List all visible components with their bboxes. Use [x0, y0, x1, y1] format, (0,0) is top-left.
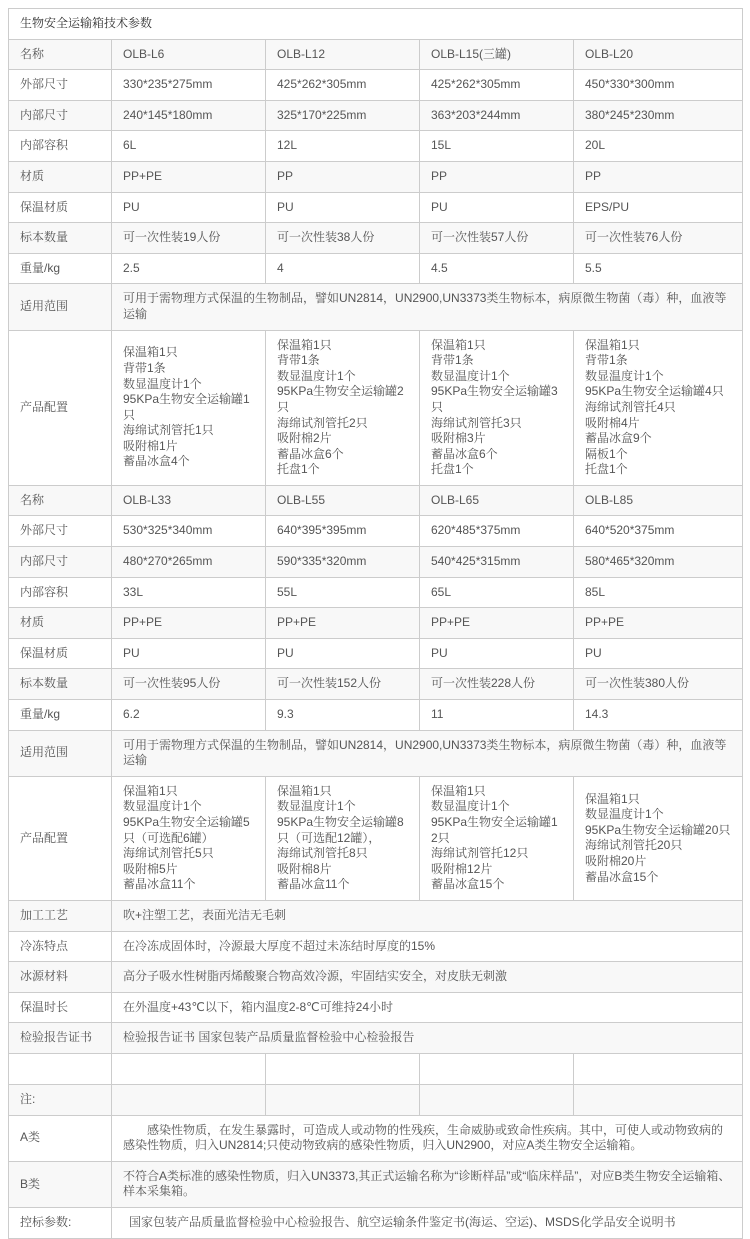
cell-value: 9.3: [266, 700, 420, 731]
page-title: 生物安全运输箱技术参数: [9, 9, 743, 40]
cell-value: OLB-L85: [574, 485, 743, 516]
cell-value: 425*262*305mm: [266, 70, 420, 101]
config-line: 95KPa生物安全运输罐4只: [585, 384, 724, 399]
config-line: 保温箱1只: [123, 345, 178, 360]
cell-value: PP+PE: [420, 608, 574, 639]
config-line: 背带1条: [123, 360, 166, 375]
cell-value: 14.3: [574, 700, 743, 731]
empty-cell: [574, 1053, 743, 1084]
cell-value: OLB-L6: [112, 39, 266, 70]
config-line: 吸附棉4片: [585, 415, 640, 430]
empty-cell: [420, 1053, 574, 1084]
table-row: [9, 330, 743, 485]
table-row: [9, 900, 743, 931]
row-label: B类: [9, 1161, 112, 1207]
row-label: 注:: [9, 1084, 112, 1115]
table-row: [9, 516, 743, 547]
table-row: [9, 253, 743, 284]
row-label: 检验报告证书: [9, 1023, 112, 1054]
cell-value: 12L: [266, 131, 420, 162]
cell-value: OLB-L33: [112, 485, 266, 516]
row-label: 外部尺寸: [9, 70, 112, 101]
table-row: [9, 962, 743, 993]
config-line: 数显温度计1个: [585, 807, 664, 822]
row-label: 标本数量: [9, 223, 112, 254]
table-row: [9, 638, 743, 669]
config-line: 海绵试剂管托1只: [123, 423, 214, 438]
cell-value: PU: [420, 638, 574, 669]
table-row: [9, 70, 743, 101]
cell-value: 可用于需物理方式保温的生物制品，譬如UN2814，UN2900,UN3373类生物标本，病原微生物菌（毒）种，血液等运输: [112, 284, 743, 330]
cell-value: 可一次性装19人份: [112, 223, 266, 254]
row-label: 内部容积: [9, 577, 112, 608]
cell-value: 85L: [574, 577, 743, 608]
cell-value: 590*335*320mm: [266, 547, 420, 578]
row-label: 外部尺寸: [9, 516, 112, 547]
cell-value: 640*395*395mm: [266, 516, 420, 547]
config-line: 95KPa生物安全运输罐12只: [431, 815, 558, 845]
table-row: [9, 131, 743, 162]
cell-value: [574, 1084, 743, 1115]
config-line: 蓄晶冰盒15个: [585, 869, 659, 884]
table-row: [9, 1084, 743, 1115]
config-line: 保温箱1只: [431, 337, 486, 352]
config-line: 保温箱1只: [277, 337, 332, 352]
cell-value: 感染性物质，在发生暴露时，可造成人或动物的性残疾，生命威胁或致命性疾病。其中，可使人或动物致病的感染性物质，归入UN2814;只使动物致病的感染性物质，归入UN2900，对应A类生物安全运输箱。: [112, 1115, 743, 1161]
config-line: 吸附棉8片: [277, 861, 332, 876]
config-line: 海绵试剂管托20只: [585, 838, 683, 853]
config-line: 蓄晶冰盒6个: [277, 446, 344, 461]
cell-value: PU: [112, 638, 266, 669]
config-line: 背带1条: [585, 353, 628, 368]
row-label: 冷冻特点: [9, 931, 112, 962]
config-line: 蓄晶冰盒15个: [431, 877, 505, 892]
cell-value: 不符合A类标准的感染性物质，归入UN3373,其正式运输名称为“诊断样品”或“临床样品”，对应B类生物安全运输箱、样本采集箱。: [112, 1161, 743, 1207]
config-line: 托盘1个: [585, 462, 628, 477]
cell-value: PP: [420, 161, 574, 192]
cell-value: OLB-L55: [266, 485, 420, 516]
table-row: [9, 547, 743, 578]
cell-value: 380*245*230mm: [574, 100, 743, 131]
config-line: 隔板1个: [585, 446, 628, 461]
cell-value: 4: [266, 253, 420, 284]
table-row: [9, 1161, 743, 1207]
table-row: [9, 700, 743, 731]
row-label: 重量/kg: [9, 700, 112, 731]
config-line: 95KPa生物安全运输罐20只: [585, 822, 731, 837]
cell-value: 可一次性装152人份: [266, 669, 420, 700]
config-line: 蓄晶冰盒4个: [123, 454, 190, 469]
cell-value: 可一次性装76人份: [574, 223, 743, 254]
config-line: 吸附棉12片: [431, 861, 493, 876]
cell-value: PU: [266, 638, 420, 669]
row-label: 产品配置: [9, 776, 112, 900]
table-row: [9, 776, 743, 900]
cell-value: OLB-L12: [266, 39, 420, 70]
cell-value: 480*270*265mm: [112, 547, 266, 578]
config-line: 保温箱1只: [431, 783, 486, 798]
spec-table: [8, 8, 743, 1239]
row-label: 名称: [9, 485, 112, 516]
product-config-cell: [112, 776, 266, 900]
config-line: 数显温度计1个: [431, 368, 510, 383]
row-label: 适用范围: [9, 730, 112, 776]
cell-value: 可一次性装95人份: [112, 669, 266, 700]
table-row: [9, 161, 743, 192]
table-row: [9, 100, 743, 131]
cell-value: PP+PE: [574, 608, 743, 639]
product-config-cell: [420, 776, 574, 900]
config-line: 95KPa生物安全运输罐2只: [277, 384, 404, 414]
row-label: 内部容积: [9, 131, 112, 162]
config-line: 海绵试剂管托2只: [277, 415, 368, 430]
cell-value: PP+PE: [112, 161, 266, 192]
cell-value: 240*145*180mm: [112, 100, 266, 131]
cell-value: 65L: [420, 577, 574, 608]
table-row: [9, 608, 743, 639]
row-label: 适用范围: [9, 284, 112, 330]
table-row: [9, 192, 743, 223]
cell-value: PP+PE: [266, 608, 420, 639]
table-row: [9, 1115, 743, 1161]
config-line: 保温箱1只: [277, 783, 332, 798]
cell-value: 450*330*300mm: [574, 70, 743, 101]
cell-value: 可一次性装228人份: [420, 669, 574, 700]
cell-value: 325*170*225mm: [266, 100, 420, 131]
table-row: [9, 1023, 743, 1054]
cell-value: [112, 1084, 266, 1115]
cell-value: 530*325*340mm: [112, 516, 266, 547]
config-line: 数显温度计1个: [277, 368, 356, 383]
table-row: [9, 223, 743, 254]
spec-table-body: [9, 9, 743, 1239]
config-line: 95KPa生物安全运输罐5只（可选配6罐）: [123, 815, 250, 845]
cell-value: 33L: [112, 577, 266, 608]
config-line: 保温箱1只: [123, 783, 178, 798]
empty-cell: [266, 1053, 420, 1084]
config-line: 数显温度计1个: [123, 376, 202, 391]
row-label: 内部尺寸: [9, 100, 112, 131]
table-row: [9, 931, 743, 962]
product-config-cell: [574, 330, 743, 485]
product-config-cell: [112, 330, 266, 485]
row-label: 产品配置: [9, 330, 112, 485]
cell-value: 363*203*244mm: [420, 100, 574, 131]
table-row: [9, 577, 743, 608]
row-label: 重量/kg: [9, 253, 112, 284]
row-label: 材质: [9, 608, 112, 639]
config-line: 托盘1个: [431, 462, 474, 477]
cell-value: 15L: [420, 131, 574, 162]
config-line: 95KPa生物安全运输罐3只: [431, 384, 558, 414]
config-line: 吸附棉2片: [277, 431, 332, 446]
table-row: [9, 1207, 743, 1238]
row-label: 加工工艺: [9, 900, 112, 931]
cell-value: 国家包装产品质量监督检验中心检验报告、航空运输条件鉴定书(海运、空运)、MSDS化学品安全说明书: [112, 1207, 743, 1238]
config-line: 95KPa生物安全运输罐8只（可选配12罐），: [277, 815, 404, 845]
row-label: 冰源材料: [9, 962, 112, 993]
row-label: A类: [9, 1115, 112, 1161]
config-line: 海绵试剂管托8只: [277, 846, 368, 861]
cell-value: OLB-L20: [574, 39, 743, 70]
cell-value: [420, 1084, 574, 1115]
cell-value: 20L: [574, 131, 743, 162]
table-row: [9, 284, 743, 330]
cell-value: PU: [420, 192, 574, 223]
config-line: 蓄晶冰盒11个: [123, 877, 196, 892]
cell-value: [266, 1084, 420, 1115]
cell-value: 640*520*375mm: [574, 516, 743, 547]
config-line: 托盘1个: [277, 462, 320, 477]
config-line: 数显温度计1个: [585, 368, 664, 383]
config-line: 数显温度计1个: [123, 799, 202, 814]
table-row: [9, 730, 743, 776]
cell-value: 在外温度+43℃以下，箱内温度2-8℃可维持24小时: [112, 992, 743, 1023]
row-label: 标本数量: [9, 669, 112, 700]
product-config-cell: [420, 330, 574, 485]
row-label: 名称: [9, 39, 112, 70]
config-line: 吸附棉20片: [585, 853, 647, 868]
empty-cell: [9, 1053, 112, 1084]
cell-value: 可一次性装380人份: [574, 669, 743, 700]
cell-value: PP+PE: [112, 608, 266, 639]
config-line: 数显温度计1个: [431, 799, 510, 814]
title-row: [9, 9, 743, 40]
cell-value: 5.5: [574, 253, 743, 284]
cell-value: 检验报告证书 国家包装产品质量监督检验中心检验报告: [112, 1023, 743, 1054]
cell-value: 540*425*315mm: [420, 547, 574, 578]
cell-value: 330*235*275mm: [112, 70, 266, 101]
table-row: [9, 1053, 743, 1084]
config-line: 吸附棉1片: [123, 438, 178, 453]
row-label: 内部尺寸: [9, 547, 112, 578]
cell-value: 可一次性装38人份: [266, 223, 420, 254]
config-line: 蓄晶冰盒11个: [277, 877, 350, 892]
cell-value: EPS/PU: [574, 192, 743, 223]
cell-value: OLB-L15(三罐): [420, 39, 574, 70]
product-config-cell: [574, 776, 743, 900]
config-line: 保温箱1只: [585, 791, 640, 806]
cell-value: PP: [574, 161, 743, 192]
cell-value: 2.5: [112, 253, 266, 284]
table-row: [9, 992, 743, 1023]
cell-value: PU: [574, 638, 743, 669]
cell-value: PP: [266, 161, 420, 192]
table-row: [9, 39, 743, 70]
cell-value: 425*262*305mm: [420, 70, 574, 101]
empty-cell: [112, 1053, 266, 1084]
config-line: 海绵试剂管托12只: [431, 846, 529, 861]
cell-value: 55L: [266, 577, 420, 608]
row-label: 保温材质: [9, 638, 112, 669]
cell-value: PU: [266, 192, 420, 223]
config-line: 吸附棉5片: [123, 861, 178, 876]
config-line: 95KPa生物安全运输罐1只: [123, 392, 250, 422]
config-line: 吸附棉3片: [431, 431, 486, 446]
config-line: 海绵试剂管托4只: [585, 399, 676, 414]
cell-value: 11: [420, 700, 574, 731]
config-line: 蓄晶冰盒9个: [585, 431, 652, 446]
row-label: 保温材质: [9, 192, 112, 223]
cell-value: 可一次性装57人份: [420, 223, 574, 254]
cell-value: 580*465*320mm: [574, 547, 743, 578]
cell-value: 吹+注塑工艺，表面光洁无毛刺: [112, 900, 743, 931]
row-label: 控标参数:: [9, 1207, 112, 1238]
table-row: [9, 485, 743, 516]
cell-value: 6L: [112, 131, 266, 162]
product-config-cell: [266, 776, 420, 900]
cell-value: 620*485*375mm: [420, 516, 574, 547]
cell-value: 6.2: [112, 700, 266, 731]
config-line: 背带1条: [277, 353, 320, 368]
product-config-cell: [266, 330, 420, 485]
cell-value: 高分子吸水性树脂丙烯酸聚合物高效冷源，牢固结实安全，对皮肤无刺激: [112, 962, 743, 993]
config-line: 保温箱1只: [585, 337, 640, 352]
cell-value: 在冷冻成固体时，冷源最大厚度不超过未冻结时厚度的15%: [112, 931, 743, 962]
row-label: 保温时长: [9, 992, 112, 1023]
config-line: 蓄晶冰盒6个: [431, 446, 498, 461]
table-row: [9, 669, 743, 700]
config-line: 数显温度计1个: [277, 799, 356, 814]
cell-value: OLB-L65: [420, 485, 574, 516]
cell-value: PU: [112, 192, 266, 223]
config-line: 背带1条: [431, 353, 474, 368]
cell-value: 可用于需物理方式保温的生物制品，譬如UN2814，UN2900,UN3373类生物标本，病原微生物菌（毒）种，血液等运输: [112, 730, 743, 776]
cell-value: 4.5: [420, 253, 574, 284]
row-label: 材质: [9, 161, 112, 192]
config-line: 海绵试剂管托3只: [431, 415, 522, 430]
config-line: 海绵试剂管托5只: [123, 846, 214, 861]
